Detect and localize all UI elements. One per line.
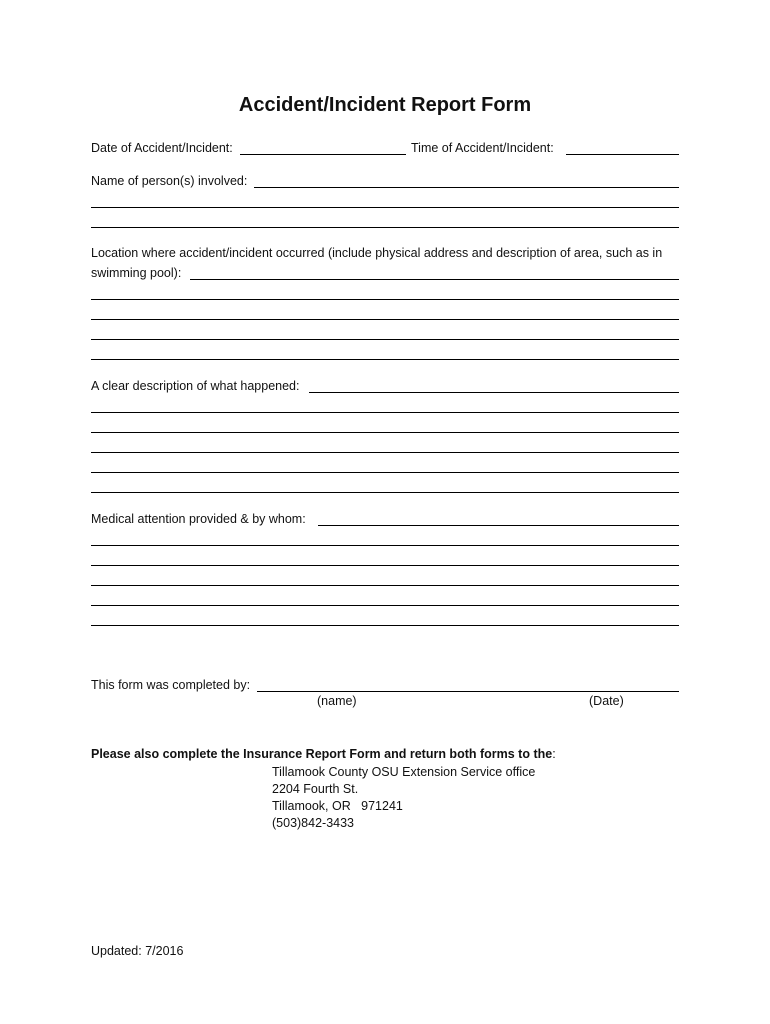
address-office: Tillamook County OSU Extension Service office [272, 765, 536, 779]
description-line-5[interactable] [91, 472, 679, 473]
date-label: Date of Accident/Incident: [91, 141, 233, 155]
address-city: Tillamook, OR 971241 [272, 799, 403, 813]
completed-by-field[interactable] [257, 691, 679, 692]
time-field[interactable] [566, 154, 679, 155]
medical-field[interactable] [318, 525, 679, 526]
time-label: Time of Accident/Incident: [411, 141, 554, 155]
description-line-6[interactable] [91, 492, 679, 493]
location-label: Location where accident/incident occurred (include physical address and description of area, such as in [91, 246, 663, 260]
address-phone: (503)842-3433 [272, 816, 355, 830]
completed-by-label: This form was completed by: [91, 678, 251, 692]
date-field[interactable] [240, 154, 406, 155]
date-caption: (Date) [589, 694, 624, 708]
return-instruction [91, 747, 556, 761]
persons-label: Name of person(s) involved: [91, 174, 248, 188]
return-instruction-colon: : [552, 747, 556, 761]
name-caption: (name) [317, 694, 357, 708]
description-field[interactable] [309, 392, 679, 393]
medical-line-3[interactable] [91, 565, 679, 566]
medical-label: Medical attention provided & by whom: [91, 512, 306, 526]
address-street: 2204 Fourth St. [272, 782, 359, 796]
persons-line-2[interactable] [91, 207, 679, 208]
location-line-5[interactable] [91, 359, 679, 360]
medical-line-2[interactable] [91, 545, 679, 546]
location-line-3[interactable] [91, 319, 679, 320]
description-line-2[interactable] [91, 412, 679, 413]
location-line-4[interactable] [91, 339, 679, 340]
medical-line-4[interactable] [91, 585, 679, 586]
location-line-2[interactable] [91, 299, 679, 300]
location-label-continued: swimming pool): [91, 266, 182, 280]
return-instruction-text: Please also complete the Insurance Report Form and return both forms to the [91, 747, 553, 761]
persons-line-3[interactable] [91, 227, 679, 228]
location-field[interactable] [190, 279, 679, 280]
page-title: Accident/Incident Report Form [238, 94, 532, 116]
medical-line-6[interactable] [91, 625, 679, 626]
medical-line-5[interactable] [91, 605, 679, 606]
persons-field[interactable] [254, 187, 679, 188]
updated-date: Updated: 7/2016 [91, 944, 184, 958]
description-line-4[interactable] [91, 452, 679, 453]
description-label: A clear description of what happened: [91, 379, 300, 393]
description-line-3[interactable] [91, 432, 679, 433]
